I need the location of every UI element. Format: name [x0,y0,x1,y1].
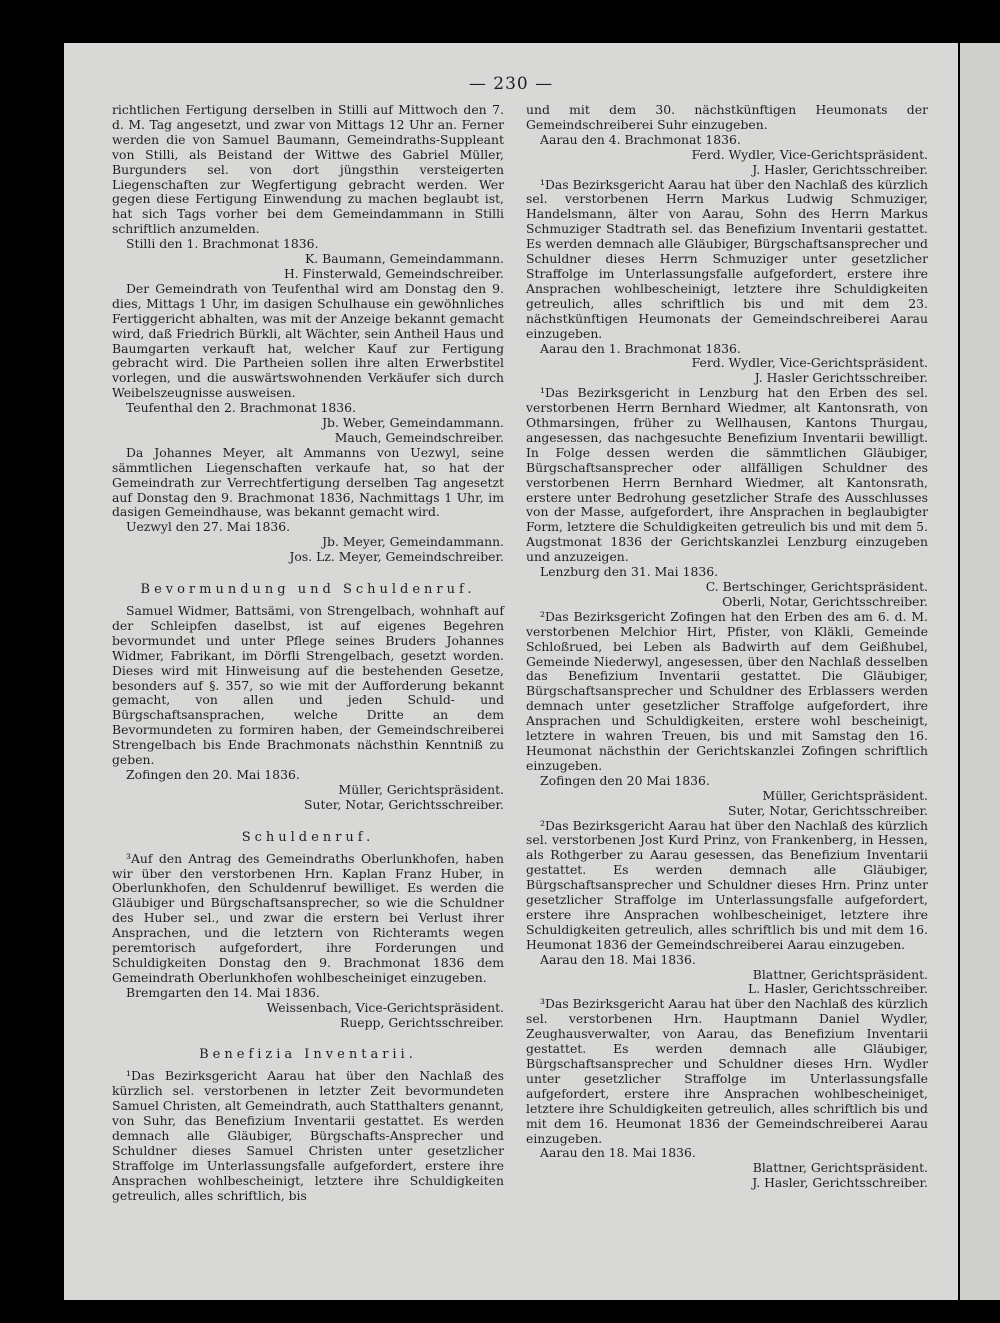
notice-signature: Ruepp, Gerichtsschreiber. [339,1014,504,1030]
section-heading: Benefizia Inventarii. [199,1047,417,1063]
notice-text: Da Johannes Meyer, alt Ammanns von Uezwyl, seine sämmtlichen Liegenschaften verkaufe hat, so hat der Gemeindrath zur Verrechtfertigung derselben Tag angesetzt auf Donstag den 9. Brachmonat 1836, Nachmittags 1 Uhr, im dasigen Gemeindhause, was bekannt gemacht wird. [112,444,504,520]
notice-signature: C. Bertschinger, Gerichtspräsident. [705,579,928,594]
notice-text: ²Das Bezirksgericht Zofingen hat den Erben des am 6. d. M. verstorbenen Melchior Hirt, Pfister, von Kläkli, Gemeinde Schloßrued, bei Leben als Badwirth auf dem Geißhubel, Gemeinde Niederwyl, angesessen, über den Nachlaß desselben das Benefizium Inventarii gestattet. Die Gläubiger, Bürgschaftsansprecher und Schuldner des Erblassers werden demnach unter gesetzlicher Straffolge aufgefordert, ihre Ansprachen und Schuldigkeiten, erstere wohl bescheinigt, letztere in wahren Treuen, bis und mit Samstag den 16. Heumonat nächsthin der Gerichtskanzlei Zofingen schriftlich einzugeben. [526,608,928,773]
notice-signature: Blattner, Gerichtspräsident. [752,1160,928,1176]
notice-text: ¹Das Bezirksgericht Aarau hat über den Nachlaß des kürzlich sel. verstorbenen in letzter Zeit bevormundeten Samuel Christen, alt Gemeindrath, auch Statthalters genannt, von Suhr, das Benefizium Inventarii gestattet. Es werden demnach alle Gläubiger, Bürgschafts-Ansprecher und Schuldner dieses Samuel Christen unter gesetzlicher Straffolge im Unterlassungsfalle aufgefordert, erstere ihre Ansprachen wohlbescheinigt, letztere ihre Schuldigkeiten getreulich, alles schriftlich, bis [112,1068,504,1203]
newspaper-page [64,43,958,1300]
notice-text: ¹Das Bezirksgericht Aarau hat über den Nachlaß des kürzlich sel. verstorbenen Herrn Markus Ludwig Schmuziger, Handelsmann, älter von Aarau, Sohn des Herrn Markus Schmuziger Stadtrath sel. das Benefizium Inventarii gestattet. Es werden demnach alle Gläubiger, Bürgschaftsansprecher und Schuldner dieses Herrn Schmuziger unter gesetzlicher Straffolge im Unterlassungsfalle aufgefordert, erstere ihre Ansprachen wohlbescheinigt, letztere ihre Schuldigkeiten getreulich, alles schriftlich bis und mit dem 23. nächstkünftigen Heumonats der Gemeindschreiberei Aarau einzugeben. [526,176,928,341]
notice-signature: L. Hasler, Gerichtsschreiber. [747,981,928,997]
notice-signature: Müller, Gerichtspräsident. [762,787,928,803]
notice-date: Lenzburg den 31. Mai 1836. [540,564,719,580]
notice-signature: Jos. Lz. Meyer, Gemeindschreiber. [289,549,504,565]
notice-signature: Ferd. Wydler, Vice-Gerichtspräsident. [691,146,928,162]
notice-date: Aarau den 1. Brachmonat 1836. [540,340,741,356]
notice-date: Aarau den 18. Mai 1836. [540,1145,696,1161]
notice-date: Bremgarten den 14. Mai 1836. [126,984,320,1000]
notice-signature: J. Hasler, Gerichtsschreiber. [752,161,928,177]
section-heading: Schuldenruf. [241,829,375,845]
notice-signature: Suter, Notar, Gerichtsschreiber. [728,802,928,818]
notice-signature: Blattner, Gerichtspräsident. [752,966,928,982]
left-column [112,103,504,1204]
notice-signature: Jb. Weber, Gemeindammann. [322,415,504,431]
notice-signature: Mauch, Gemeindschreiber. [334,429,504,445]
notice-signature: Ferd. Wydler, Vice-Gerichtspräsident. [691,355,928,371]
notice-date: Aarau den 18. Mai 1836. [540,951,696,967]
notice-signature: H. Finsterwald, Gemeindschreiber. [283,265,504,281]
notice-signature: Jb. Meyer, Gemeindammann. [322,534,504,550]
notice-text: Samuel Widmer, Battsämi, von Strengelbach, wohnhaft auf der Schleipfen daselbst, ist auf eigenes Begehren bevormundet und unter Pflege seines Bruders Johannes Widmer, Fabrikant, im Dörfli Strengelbach, gesetzt worden. Dieses wird mit Hinweisung auf die bestehenden Gesetze, besonders auf §. 357, so wie mit der Aufforderung bekannt gemacht, von allen und jeden Schuld- und Bürgschaftsansprachen, welche Dritte an dem Bevormundeten zu formiren haben, der Gemeindschreiberei Strengelbach bis Ende Brachmonats nächsthin Kenntniß zu geben. [112,603,504,768]
notice-date: Uezwyl den 27. Mai 1836. [126,519,291,535]
page-number: — 230 — [468,74,554,94]
adjacent-page-edge [960,43,1000,1300]
notice-text: ¹Das Bezirksgericht in Lenzburg hat den Erben des sel. verstorbenen Herrn Bernhard Wiedmer, alt Kantonsrath, von Othmarsingen, früher zu Wellhausen, Kantons Thurgau, angesessen, das nachgesuchte Benefizium Inventarii bewilligt. In Folge dessen werden die sämmtlichen Gläubiger, Bürgschaftsansprecher oder allfälligen Schuldner des verstorbenen Herrn Bernhard Wiedmer, alt Kantonsrath, erstere unter Bedrohung gesetzlicher Strafe des Ausschlusses von der Masse, aufgefordert, ihre Ansprachen in beglaubigter Form, letztere die Schuldigkeiten getreulich bis und mit dem 5. Augstmonat 1836 der Gerichtskanzlei Lenzburg einzugeben und anzuzeigen. [526,385,928,565]
notice-text: richtlichen Fertigung derselben in Stilli auf Mittwoch den 7. d. M. Tag angesetzt, und zwar von Mittags 12 Uhr an. Ferner werden die von Samuel Baumann, Gemeindraths-Suppleant von Stilli, als Beistand der Wittwe des Gabriel Müller, Burgunders sel. von dort jüngsthin versteigerten Liegenschaften zur Wegfertigung gebracht werden. Wer gegen diese Fertigung Einwendung zu machen beglaubt ist, hat sich Tags vorher bei dem Gemeindammann in Stilli schriftlich anzumelden. [112,102,504,237]
notice-signature: K. Baumann, Gemeindammann. [305,251,504,267]
notice-signature: Suter, Notar, Gerichtsschreiber. [304,796,504,812]
notice-signature: J. Hasler, Gerichtsschreiber. [752,1175,928,1191]
notice-text: ²Das Bezirksgericht Aarau hat über den Nachlaß des kürzlich sel. verstorbenen Jost Kurd Prinz, von Frankenberg, in Hessen, als Rothgerber zu Aarau gesessen, das Benefizium Inventarii gestattet. Es werden demnach alle Gläubiger, Bürgschaftsansprecher und Schuldner dieses Hrn. Prinz unter gesetzlicher Straffolge im Unterlassungsfalle aufgefordert, erstere ihre Ansprachen wohlbescheiniget, letztere ihre Schuldigkeiten getreulich, alles schriftlich bis und mit dem 16. Heumonat 1836 der Gemeindschreiberei Aarau einzugeben. [526,817,928,952]
notice-date: Stilli den 1. Brachmonat 1836. [126,236,319,252]
notice-text: und mit dem 30. nächstkünftigen Heumonats der Gemeindschreiberei Suhr einzugeben. [526,102,928,132]
notice-text: ³Auf den Antrag des Gemeindraths Oberlunkhofen, haben wir über den verstorbenen Hrn. Kaplan Franz Huber, in Oberlunkhofen, den Schuldenruf bewilliget. Es werden die Gläubiger und Bürgschaftsansprecher, so wie die Schuldner des Huber sel., und zwar die erstern bei Verlust ihrer Ansprachen, und die letztern von Richteramts wegen peremtorisch aufgefordert, ihre Forderungen und Schuldigkeiten Donstag den 9. Brachmonat 1836 dem Gemeindrath Oberlunkhofen wohlbescheiniget einzugeben. [112,850,504,985]
notice-signature: Oberli, Notar, Gerichtsschreiber. [722,593,928,609]
notice-text: ³Das Bezirksgericht Aarau hat über den Nachlaß des kürzlich sel. verstorbenen Hrn. Hauptmann Daniel Wydler, Zeughausverwalter, von Aarau, das Benefizium Inventarii gestattet. Es werden demnach alle Gläubiger, Bürgschaftsansprecher und Schuldner dieses Hrn. Wydler unter gesetzlicher Straffolge im Unterlassungsfalle aufgefordert, erstere ihre Ansprachen wohlbescheiniget, letztere ihre Schuldigkeiten getreulich, alles schriftlich bis und mit dem 16. Heumonat 1836 der Gemeindschreiberei Aarau einzugeben. [526,996,928,1146]
notice-date: Teufenthal den 2. Brachmonat 1836. [126,400,357,416]
notice-date: Zofingen den 20 Mai 1836. [540,772,710,788]
notice-signature: Weissenbach, Vice-Gerichtspräsident. [266,999,504,1015]
right-column [526,103,928,1191]
section-heading: Bevormundung und Schuldenruf. [140,582,476,598]
notice-signature: Müller, Gerichtspräsident. [338,781,504,797]
notice-date: Zofingen den 20. Mai 1836. [126,766,300,782]
notice-text: Der Gemeindrath von Teufenthal wird am Donstag den 9. dies, Mittags 1 Uhr, im dasigen Schulhause ein gewöhnliches Fertiggericht abhalten, was mit der Anzeige bekannt gemacht wird, daß Friedrich Bürkli, alt Wächter, sein Antheil Haus und Baumgarten verkauft hat, welcher Kauf zur Fertigung gebracht wird. Die Partheien sollen ihre alten Erwerbstitel vorlegen, und die auswärtswohnenden Verkäufer sich durch Weibelszeugnisse ausweisen. [112,280,504,401]
notice-date: Aarau den 4. Brachmonat 1836. [540,131,741,147]
notice-signature: J. Hasler Gerichtsschreiber. [754,370,928,386]
